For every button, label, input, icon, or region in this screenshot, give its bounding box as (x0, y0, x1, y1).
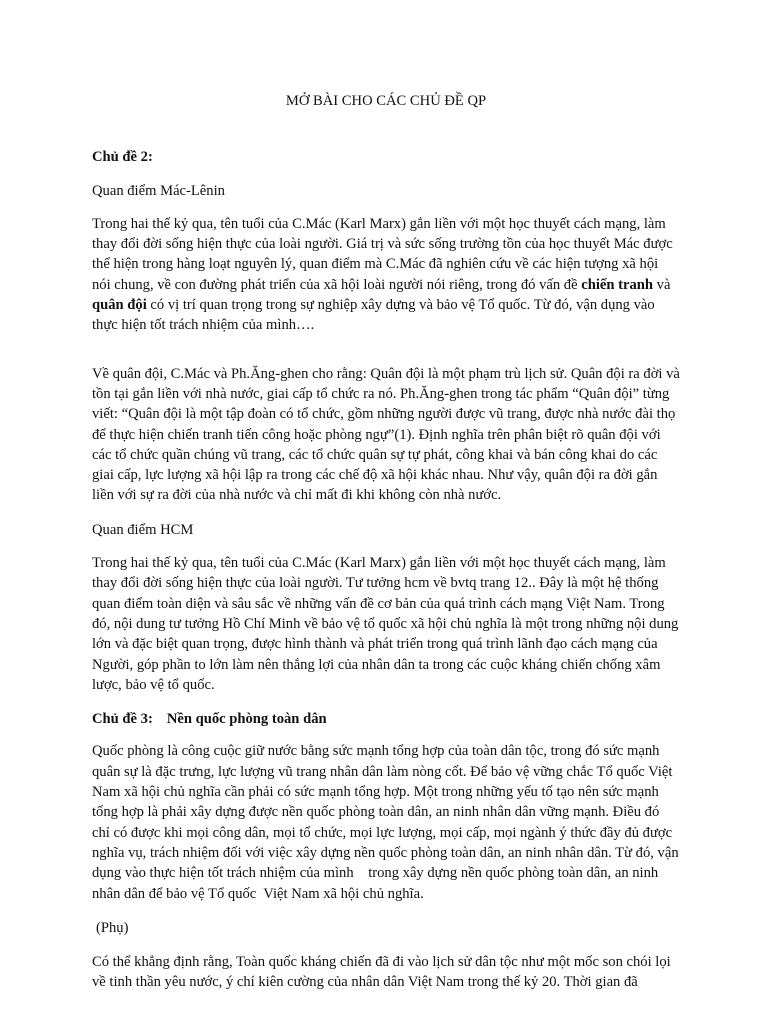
paragraph-3: Trong hai thế kỷ qua, tên tuổi của C.Mác (Karl Marx) gắn liền với một học thuyết cách mạng, làm thay đổi đời sống hiện thực của loài người. Tư tưởng hcm về bvtq trang 12.. Đây là một hệ thống quan điểm toàn diện và sâu sắc về những vấn đề cơ bản của quá trình cách mạng Việt Nam. Trong đó, nội dung tư tưởng Hồ Chí Minh về bảo vệ tổ quốc xã hội chủ nghĩa là một trong những nội dung lớn và đặc biệt quan trọng, được hình thành và phát triển trong quá trình lãnh đạo cách mạng của Người, góp phần to lớn làm nên thắng lợi của nhân dân ta trong các cuộc kháng chiến chống xâm lược, bảo vệ tổ quốc. (92, 555, 679, 693)
paragraph-1-text-c: và (653, 276, 671, 293)
subheading-hcm-view: Quan điểm HCM (92, 521, 194, 538)
document-title: MỞ BÀI CHO CÁC CHỦ ĐỀ QP (285, 93, 487, 109)
paragraph-5: Có thể khẳng định rằng, Toàn quốc kháng chiến đã đi vào lịch sử dân tộc như một mốc son chói lọi về tinh thần yêu nước, ý chí kiên cường của nhân dân Việt Nam trong thế kỷ 20. Thời gian đã (92, 954, 671, 991)
paragraph-1-text-a: Trong hai thế kỷ qua, tên tuổi của C.Mác (Karl Marx) gắn liền với một học thuyết cách mạng, làm thay đổi đời sống hiện thực của loài người. Giá trị và sức sống trường tồn của học thuyết Mác được thể hiện trong hàng loạt nguyên lý, quan điểm mà C.Mác đã nghiên cứu về các hiện tượng xã hội nói chung, về con đường phát triển của xã hội loài người nói riêng, trong đó vấn đề (92, 215, 673, 293)
paragraph-4: Quốc phòng là công cuộc giữ nước bằng sức mạnh tổng hợp của toàn dân tộc, trong đó sức mạnh quân sự là đặc trưng, lực lượng vũ trang nhân dân làm nòng cốt. Để bảo vệ vững chắc Tổ quốc Việt Nam xã hội chủ nghĩa cần phải có sức mạnh tổng hợp. Một trong những yếu tố tạo nên sức mạnh tổng hợp là phải xây dựng được nền quốc phòng toàn dân, an ninh nhân dân vững mạnh. Điều đó chỉ có được khi mọi công dân, mọi tổ chức, mọi lực lượng, mọi cấp, mọi ngành ý thức đầy đủ được nghĩa vụ, trách nhiệm đối với việc xây dựng nền quốc phòng toàn dân, an ninh nhân dân. Từ đó, vận dụng vào thực hiện tốt trách nhiệm của mình trong xây dựng nền quốc phòng toàn dân, an ninh nhân dân để bảo vệ Tổ quốc Việt Nam xã hội chủ nghĩa. (92, 743, 683, 902)
note-phu: (Phụ) (96, 919, 129, 936)
paragraph-1 (92, 214, 680, 336)
paragraph-1-bold-war: chiến tranh (581, 276, 653, 293)
section-3-heading (92, 709, 680, 729)
section-3-label: Chủ đề 3: (92, 711, 153, 728)
section-3-title: Nền quốc phòng toàn dân (166, 711, 327, 728)
section-2-heading: Chủ đề 2: (92, 149, 153, 166)
paragraph-1-bold-army: quân đội (92, 297, 147, 314)
paragraph-2: Về quân đội, C.Mác và Ph.Ăng-ghen cho rằng: Quân đội là một phạm trù lịch sử. Quân đội ra đời và tồn tại gắn liền với nhà nước, giai cấp tổ chức ra nó. Ph.Ăng-ghen trong tác phẩm “Quân đội” từng viết: “Quân đội là một tập đoàn có tổ chức, gồm những người được vũ trang, được nhà nước đài thọ để thực hiện chiến tranh tiến công hoặc phòng ngự”(1). Định nghĩa trên phân biệt rõ quân đội với các tổ chức quần chúng vũ trang, các tổ chức quân sự tự phát, công khai và bán công khai do các giai cấp, lực lượng xã hội lập ra trong các chế độ xã hội khác nhau. Như vậy, quân đội ra đời gắn liền với sự ra đời của nhà nước và chỉ mất đi khi không còn nhà nước. (92, 365, 680, 504)
paragraph-1-text-d: có vị trí quan trọng trong sự nghiệp xây dựng và bảo vệ Tổ quốc. Từ đó, vận dụng vào thực hiện tốt trách nhiệm của mình…. (92, 297, 655, 334)
subheading-marxist-view: Quan điểm Mác-Lênin (92, 182, 225, 199)
paragraph-gap (92, 350, 680, 364)
